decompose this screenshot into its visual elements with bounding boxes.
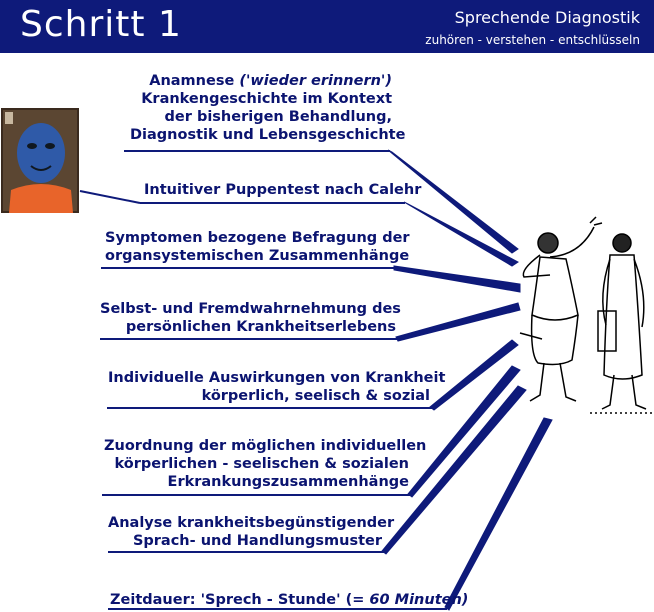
- wedge-8: [445, 418, 552, 610]
- item-auswirkungen: [108, 369, 446, 405]
- two-women-illustration: [510, 215, 654, 415]
- wahrnehmung-line-2: persönlichen Krankheitserlebens: [125, 319, 396, 335]
- item-zuordnung: [104, 437, 427, 491]
- zuordnung-line-2: körperlichen - seelischen & sozialen: [114, 456, 409, 472]
- anamnese-note: ('wieder erinnern'): [239, 73, 392, 89]
- puppentest-line-1: Intuitiver Puppentest nach Calehr: [144, 182, 422, 198]
- symptome-line-2: organsystemischen Zusammenhänge: [105, 248, 410, 264]
- zuordnung-line-3: Erkrankungszusammenhänge: [167, 474, 409, 490]
- item-anamnese: [130, 72, 406, 144]
- wedge-3: [394, 266, 520, 292]
- wedge-4: [396, 303, 520, 341]
- auswirkungen-line-1: Individuelle Auswirkungen von Krankheit: [108, 370, 446, 386]
- item-analyse: [108, 514, 395, 550]
- item-symptome: [105, 229, 410, 265]
- zeitdauer-minutes: 60 Minuten): [369, 592, 469, 608]
- zeitdauer-label: Zeitdauer: 'Sprech - Stunde' (=: [110, 592, 365, 608]
- item-puppentest: [144, 181, 421, 199]
- analyse-line-1: Analyse krankheitsbegünstigender: [108, 515, 395, 531]
- page-title: Schritt 1: [20, 4, 182, 45]
- symptome-line-1: Symptomen bezogene Befragung der: [105, 230, 410, 246]
- zuordnung-line-1: Zuordnung der möglichen individuellen: [104, 438, 427, 454]
- wahrnehmung-line-1: Selbst- und Fremdwahrnehmung des: [100, 301, 401, 317]
- wedge-2: [404, 202, 518, 266]
- anamnese-title: Anamnese: [149, 73, 235, 89]
- item-wahrnehmung: [100, 300, 401, 336]
- puppet-portrait: [1, 108, 79, 213]
- page-subtitle: Sprechende Diagnostik: [454, 8, 640, 27]
- auswirkungen-line-2: körperlich, seelisch & sozial: [201, 388, 430, 404]
- page-tagline: zuhören - verstehen - entschlüsseln: [425, 33, 640, 47]
- item-zeitdauer: [110, 591, 468, 609]
- anamnese-line-2: Krankengeschichte im Kontext: [141, 91, 392, 107]
- anamnese-line-3: der bisherigen Behandlung,: [164, 109, 392, 125]
- analyse-line-2: Sprach- und Handlungsmuster: [132, 533, 382, 549]
- anamnese-line-4: Diagnostik und Lebensgeschichte: [130, 127, 406, 143]
